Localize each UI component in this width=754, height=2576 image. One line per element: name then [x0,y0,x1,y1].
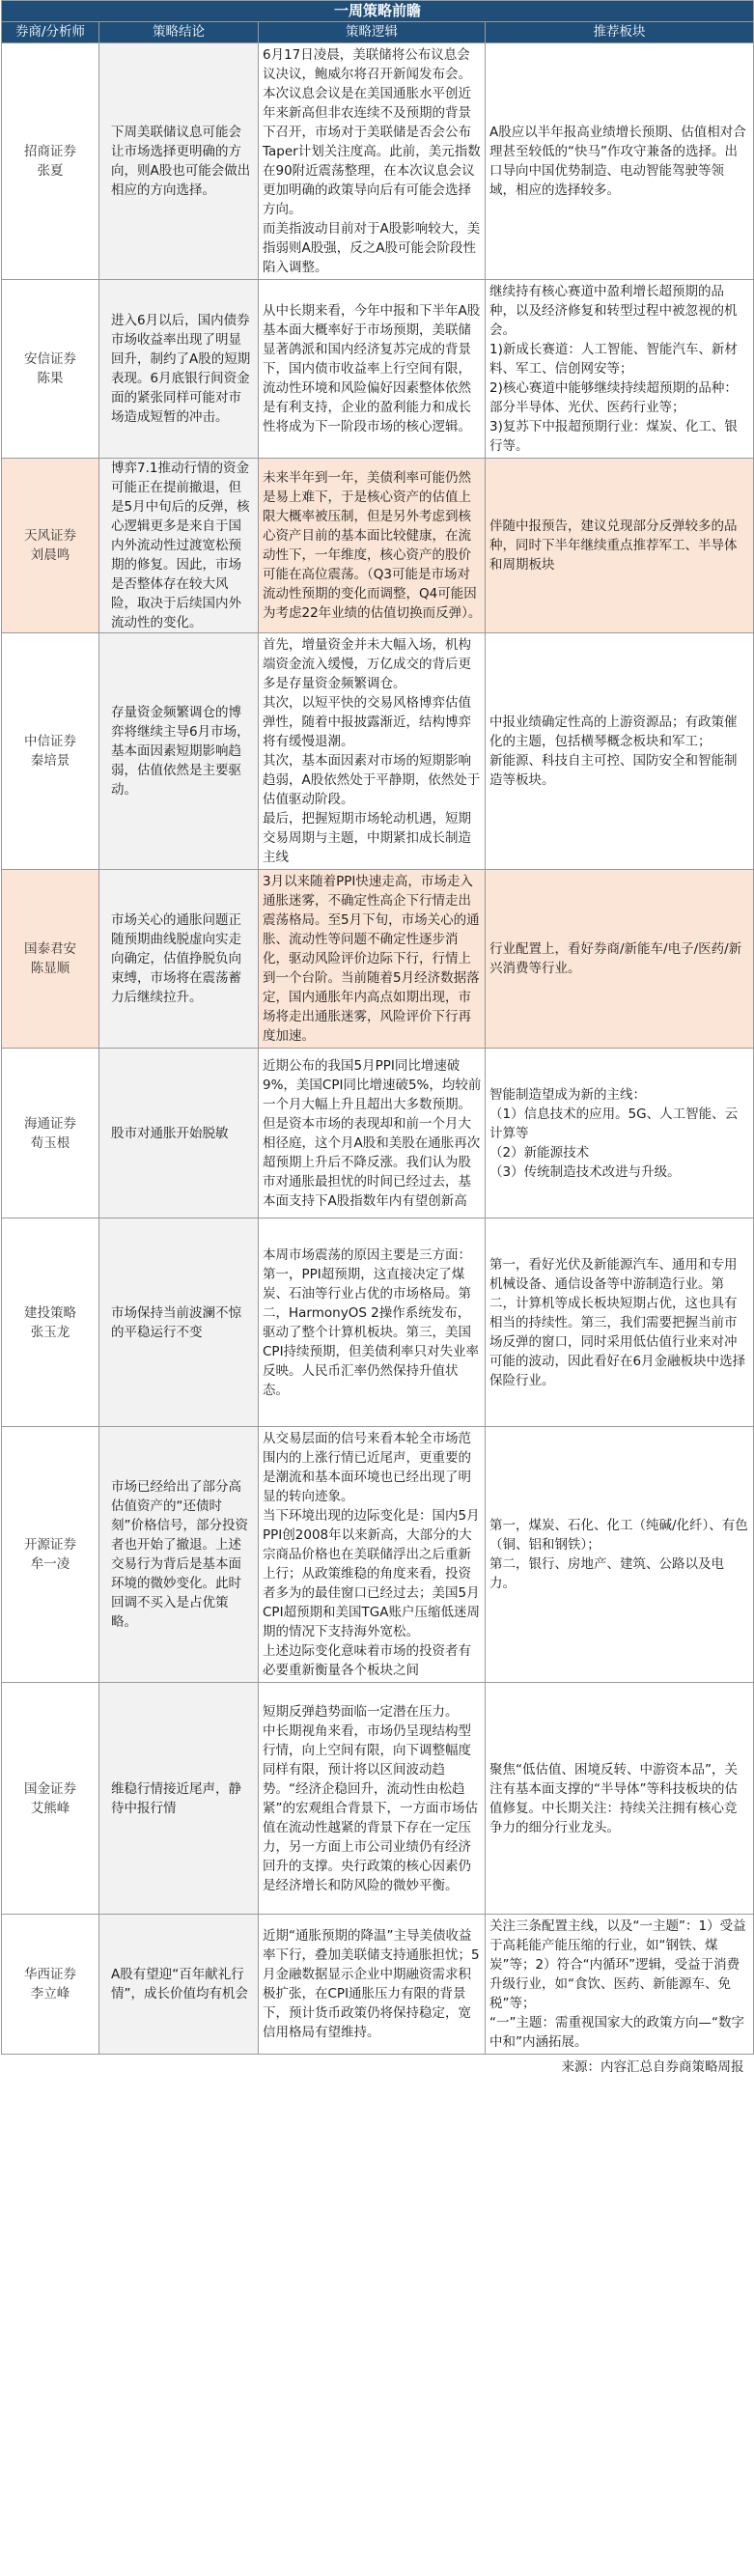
analyst-name: 秦培景 [30,753,70,769]
firm-analyst-cell [2,870,99,1049]
sectors-cell [486,633,754,870]
conclusion-text: 市场已经给出了部分高估值资产的“还债时刻”价格信号，部分投资者也开始了撤退。上述交易行为背后是基本面环境的微妙变化。此时回调不买入是占优策略。 [111,1479,248,1630]
sector-paragraph: 关注三条配置主线，以及“一主题”：1）受益于高耗能产能压缩的行业，如“钢铁、煤炭”等；2）符合“内循环”逻辑，受益于消费升级行业，如“食饮、医药、新能源车、免税”等； [489,1918,746,2011]
firm-name: 建投策略 [24,1304,76,1321]
sector-paragraph: 2)核心赛道中能够继续持续超预期的品种：部分半导体、光伏、医药行业等； [489,380,738,415]
logic-cell [259,459,486,633]
sector-paragraph: 中报业绩确定性高的上游资源品；有政策催化的主题，包括横琴概念板块和军工； [489,714,738,749]
conclusion-text: 市场关心的通胀问题正随预期曲线脱虚向实走向确定，估值挣脱负向束缚，市场将在震荡蓄力后继续拉升。 [111,912,241,1005]
logic-paragraph: 本周市场震荡的原因主要是三方面：第一，PPI超预期，这直接决定了煤炭、石油等行业占优的市场格局。第二，HarmonyOS 2操作系统发布，驱动了整个计算机板块。第三，美国CPI持续预期，但美债利率只对失业率反映。人民币汇率仍然保持升值状态。 [263,1246,480,1398]
table-header-row [2,22,754,43]
firm-analyst-cell [2,633,99,870]
table-row [2,870,754,1049]
sector-paragraph: 第一，煤炭、石化、化工（纯碱/化纤）、有色（铜、铝和钢铁）； [489,1518,748,1553]
sectors-cell [486,1915,754,2055]
logic-cell [259,1915,486,2055]
logic-paragraph: 6月17日凌晨，美联储将公布议息会议决议，鲍威尔将召开新闻发布会。 [263,47,471,82]
conclusion-cell [99,43,259,280]
conclusion-cell [99,870,259,1049]
firm-name: 中信证券 [24,734,76,749]
header-logic: 策略逻辑 [259,22,486,43]
firm-name: 华西证券 [24,1967,76,1982]
table-row [2,1049,754,1218]
analyst-name: 李立峰 [30,1986,70,2002]
firm-name: 开源证券 [24,1537,76,1553]
firm-name: 海通证券 [24,1115,76,1132]
sector-paragraph: “一”主题：需重视国家大的政策方向—“数字中和”内涵拓展。 [489,2015,744,2050]
sectors-cell [486,280,754,459]
firm-analyst-cell [2,1683,99,1915]
table-body [2,43,754,2055]
sector-paragraph: 聚焦“低估值、困境反转、中游资本品”，关注有基本面支撑的“半导体”等科技板块的估值修复。中长期关注：持续关注拥有核心竞争力的细分行业龙头。 [489,1761,738,1835]
firm-analyst-cell [2,1049,99,1218]
table-row [2,1427,754,1683]
sector-paragraph: 第二，银行、房地产、建筑、公路以及电力。 [489,1556,724,1591]
sectors-cell [486,1427,754,1683]
logic-paragraph: 当下环境出现的边际变化是：国内5月PPI创2008年以来新高，大部分的大宗商品价格也在美联储浮出之后重新上行；从政策维稳的角度来看，投资者多为的最佳窗口已经过去；美国5月CPI超预期和美国TGA账户压缩低迷周期的情况下支持海外宽松。 [263,1508,480,1639]
firm-analyst-cell [2,459,99,633]
logic-paragraph: 其次，基本面因素对市场的短期影响趋弱，A股依然处于平静期，依然处于估值驱动阶段。 [263,753,481,807]
firm-name: 安信证券 [24,351,76,367]
conclusion-cell [99,1427,259,1683]
logic-paragraph: 本次议息会议是在美国通胀水平创近年来新高但非农连续不及预期的背景下召开，市场对于美联储是否会公布Taper计划关注度高。此前，美元指数在90附近震荡整理，在本次议息会议更加明确的政策导向后有可能会选择方向。 [263,86,481,217]
conclusion-cell [99,459,259,633]
conclusion-text: 市场保持当前波澜不惊的平稳运行不变 [111,1304,241,1340]
sectors-cell [486,1683,754,1915]
logic-cell [259,1683,486,1915]
conclusion-cell [99,1218,259,1427]
table-row [2,1915,754,2055]
logic-paragraph: 近期“通胀预期的降温”主导美债收益率下行，叠加美联储支持通胀担忧；5月金融数据显示企业中期融资需求积极扩张，在CPI通胀压力有限的背景下，预计货币政策仍将保持稳定，宽信用格局有望维持。 [263,1928,480,2040]
logic-paragraph: 上述边际变化意味着市场的投资者有必要重新衡量各个板块之间 [263,1643,471,1678]
sector-paragraph: （1）信息技术的应用。5G、人工智能、云计算等 [489,1106,739,1141]
sector-paragraph: 第一，看好光伏及新能源汽车、通用和专用机械设备、通信设备等中游制造行业。第二，计算机等成长板块短期占优，这也具有相当的持续性。第三，我们需要把握当前市场反弹的窗口，同时采用低估值行业来对冲可能的波动，因此看好在6月金融板块中选择保险行业。 [489,1256,746,1388]
logic-cell [259,1218,486,1427]
sectors-cell [486,1218,754,1427]
sectors-cell [486,459,754,633]
analyst-name: 张夏 [37,163,64,179]
firm-analyst-cell [2,1915,99,2055]
conclusion-text: 下周美联储议息可能会让市场选择更明确的方向，则A股也可能会做出相应的方向选择。 [111,125,251,198]
firm-analyst-cell [2,1427,99,1683]
sector-paragraph: 1)新成长赛道：人工智能、智能汽车、新材料、军工、信创网安等； [489,342,738,377]
conclusion-cell [99,633,259,870]
analyst-name: 陈显顺 [30,961,70,976]
firm-name: 天风证券 [24,528,76,544]
analyst-name: 张玉龙 [30,1324,70,1340]
sector-paragraph: （2）新能源技术 [489,1144,590,1161]
conclusion-text: 存量资金频繁调仓的博弈将继续主导6月市场，基本面因素短期影响趋弱，估值依然是主要驱动。 [111,705,250,798]
conclusion-text: 维稳行情接近尾声，静待中报行情 [111,1780,241,1816]
firm-name: 国泰君安 [24,941,76,957]
table-row [2,1218,754,1427]
logic-cell [259,633,486,870]
conclusion-cell [99,1683,259,1915]
sectors-cell [486,1049,754,1218]
sector-paragraph: 3)复苏下中报超预期行业：煤炭、化工、银行等。 [489,419,738,454]
logic-cell [259,1427,486,1683]
sector-paragraph: 智能制造望成为新的主线： [489,1086,646,1103]
sectors-cell [486,870,754,1049]
logic-paragraph: 3月以来随着PPI快速走高，市场走入通胀迷雾，不确定性高企下行情走出震荡格局。至5月下旬，市场关心的通胀、流动性等问题不确定性逐步消化，驱动风险评价边际下行，行情上到一个台阶。当前随着5月经济数据落定，国内通胀年内高点如期出现，市场将走出通胀迷雾，风险评价下行再度加速。 [263,874,480,1044]
firm-analyst-cell [2,43,99,280]
header-sectors: 推荐板块 [486,22,754,43]
conclusion-cell [99,1049,259,1218]
table-row [2,633,754,870]
firm-name: 招商证券 [24,144,76,159]
conclusion-text: 进入6月以后，国内债券市场收益率出现了明显回升，制约了A股的短期表现。6月底银行间资金面的紧张同样可能对市场造成短暂的冲击。 [111,313,251,425]
logic-paragraph: 而美指波动目前对于A股影响较大，美指弱则A股强，反之A股可能会阶段性陷入调整。 [263,221,481,275]
table-row [2,459,754,633]
firm-analyst-cell [2,1218,99,1427]
sector-paragraph: 继续持有核心赛道中盈利增长超预期的品种，以及经济修复和转型过程中被忽视的机会。 [489,284,738,338]
conclusion-cell [99,1915,259,2055]
firm-analyst-cell [2,280,99,459]
sector-paragraph: A股应以半年报高业绩增长预期、估值相对合理甚至较低的“快马”作攻守兼备的选择。出口导向中国优势制造、电动智能驾驶等领域，相应的选择较多。 [489,125,746,198]
strategy-table [1,0,754,2080]
table-row [2,43,754,280]
source-note: 来源：内容汇总自券商策略周报 [2,2055,754,2081]
logic-cell [259,43,486,280]
sector-paragraph: 行业配置上，看好券商/新能车/电子/医药/新兴消费等行业。 [489,941,742,976]
report-title: 一周策略前瞻 [2,1,754,22]
logic-paragraph: 从交易层面的信号来看本轮全市场范围内的上涨行情已近尾声，更重要的是潮流和基本面环境也已经出现了明显的转向迹象。 [263,1431,471,1504]
logic-paragraph: 中长期视角来看，市场仍呈现结构型行情，向上空间有限，向下调整幅度同样有限，预计将以区间波动趋势。“经济企稳回升，流动性由松趋紧”的宏观组合背景下，一方面市场估值在流动性越紧的背景下存在一定压力，另一方面上市公司业绩仍有经济回升的支撑。央行政策的核心因素仍是经济增长和防风险的微妙平衡。 [263,1722,478,1893]
logic-paragraph: 短期反弹趋势面临一定潜在压力。 [263,1703,459,1720]
analyst-name: 艾熊峰 [30,1800,70,1816]
logic-cell [259,280,486,459]
conclusion-text: 博弈7.1推动行情的资金可能正在提前撤退，但是5月中旬后的反弹，核心逻辑更多是来自于国内外流动性过渡宽松预期的修复。因此，市场是否整体存在较大风险，取决于后续国内外流动性的变化。 [111,461,250,630]
logic-cell [259,1049,486,1218]
logic-paragraph: 首先，增量资金并未大幅入场，机构端资金流入缓慢，万亿成交的背后更多是存量资金频繁调仓。 [263,637,471,691]
logic-paragraph: 近期公布的我国5月PPI同比增速破9%，美国CPI同比增速破5%，均较前一个月大幅上升且超出大多数预期。但是资本市场的表现却和前一个月大相径庭，这个月A股和美股在通胀再次超预期上升后不降反涨。我们认为股市对通胀最担忧的时间已经过去，基本面支持下A股指数年内有望创新高 [263,1057,482,1209]
sector-paragraph: 伴随中报预告，建议兑现部分反弹较多的品种，同时下半年继续重点推荐军工、半导体和周期板块 [489,518,738,573]
header-firm-analyst: 券商/分析师 [2,22,99,43]
logic-paragraph: 未来半年到一年，美债利率可能仍然是易上难下，于是核心资产的估值上限大概率被压制，但是另外考虑到核心资产目前的基本面比较健康，在流动性下，一年维度，核心资产的股价可能在高位震荡。（Q3可能是市场对流动性预期的变化而调整，Q4可能因为考虑22年业绩的估值切换而反弹）。 [263,470,482,621]
sector-paragraph: 新能源、科技自主可控、国防安全和智能制造等板块。 [489,753,738,788]
analyst-name: 荀玉根 [30,1134,70,1151]
analyst-name: 陈果 [37,371,64,386]
conclusion-text: 股市对通胀开始脱敏 [111,1125,229,1141]
conclusion-cell [99,280,259,459]
sector-paragraph: （3）传统制造技术改进与升级。 [489,1163,681,1180]
sectors-cell [486,43,754,280]
logic-paragraph: 从中长期来看，今年中报和下半年A股基本面大概率好于市场预期，美联储显著鸽派和国内经济复苏完成的背景下，国内债市收益率上行空间有限，流动性环境和风险偏好因素整体依然是有利支持，企业的盈利能力和成长性将成为下一阶段市场的核心逻辑。 [263,303,481,434]
analyst-name: 牟一凌 [30,1556,70,1572]
conclusion-text: A股有望迎“百年献礼行情”，成长价值均有机会 [111,1967,248,2002]
logic-paragraph: 其次，以短平快的交易风格博弈估值弹性，随着中报披露渐近，结构博弈将有缓慢退潮。 [263,695,471,749]
analyst-name: 刘晨鸣 [30,547,70,563]
logic-paragraph: 最后，把握短期市场轮动机遇，短期交易周期与主题，中期紧扣成长制造主线 [263,811,471,865]
header-conclusion: 策略结论 [99,22,259,43]
table-row [2,1683,754,1915]
table-row [2,280,754,459]
firm-name: 国金证券 [24,1780,76,1797]
logic-cell [259,870,486,1049]
